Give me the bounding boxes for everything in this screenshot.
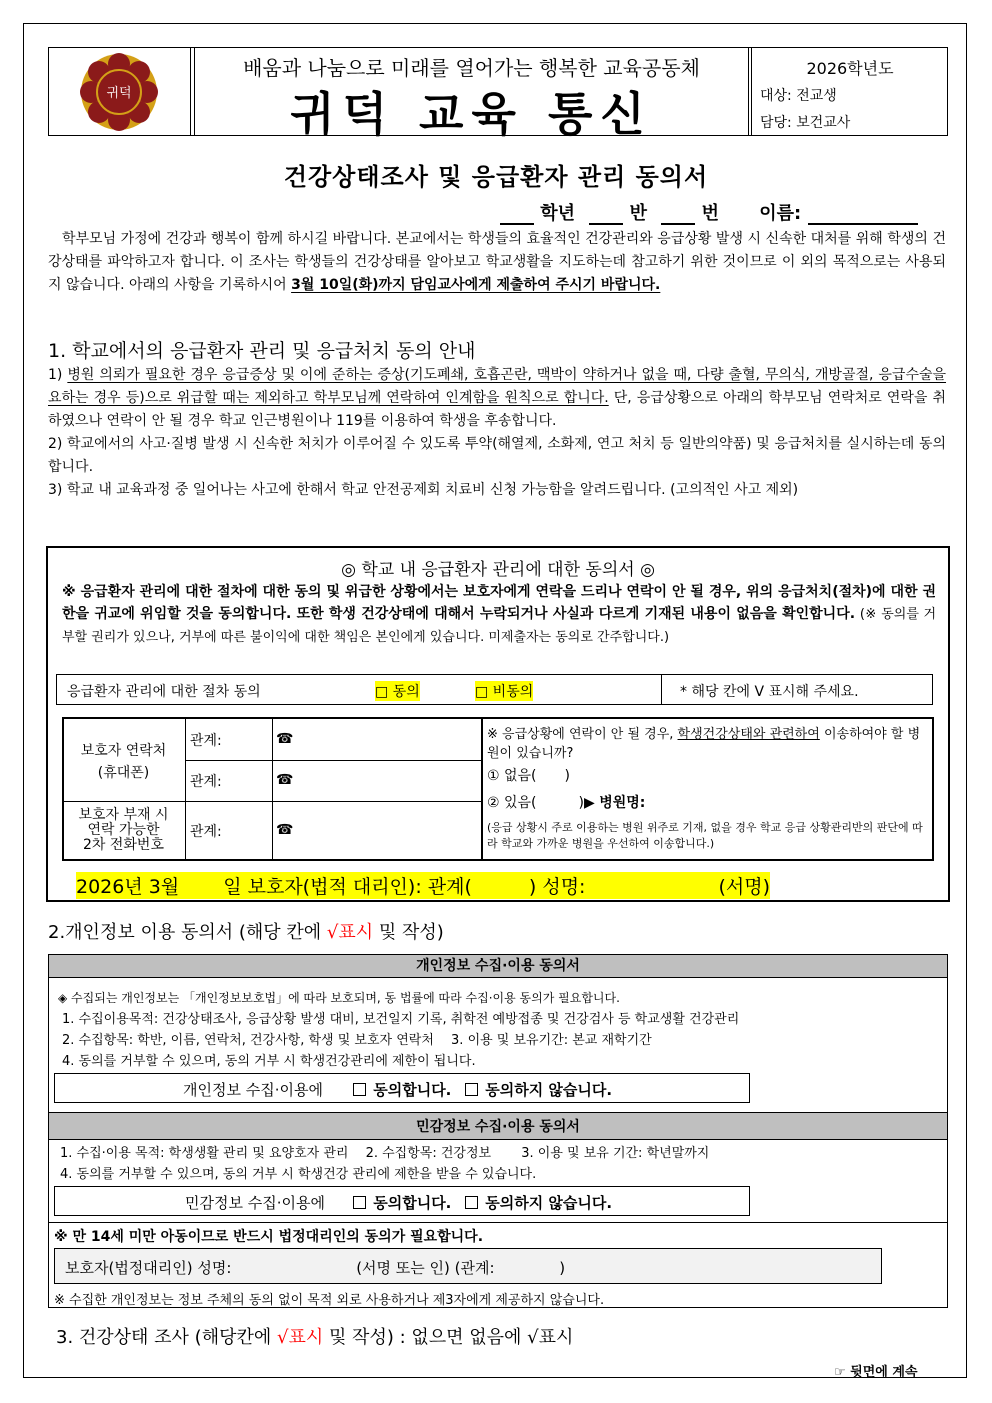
class-label: 반	[629, 203, 648, 224]
checkbox-icon[interactable]	[353, 1083, 366, 1096]
name-blank[interactable]	[808, 206, 918, 225]
emergency-consent-body	[62, 581, 936, 649]
refusal-note: 4. 동의를 거부할 수 있으며, 동의 거부 시 학생건강관리에 제한이 됩니다.	[62, 1054, 476, 1069]
name-label: 이름:	[759, 203, 802, 224]
sensitive-refusal-note: 4. 동의를 거부할 수 있으며, 동의 거부 시 학생건강 관리에 제한을 받을 수 있습니다.	[60, 1167, 537, 1182]
grid-line	[481, 717, 483, 861]
manager: 담당: 보건교사	[760, 115, 851, 131]
title-cell	[194, 48, 749, 141]
slogan: 배움과 나눔으로 미래를 열어가는 행복한 교육공동체	[243, 56, 700, 80]
item1-underlined: 병원 의뢰가 필요한 경우 응급증상 및 이에 준하는 증상(기도폐쇄, 호흡곤란, 맥박이 약하거나 없을 때, 다량 출혈, 무의식, 개방골절, 응급수술을 요하는 경우 등)으로 위급할 때는 제외하고 학부모님께 연락하여 인계함을 원칙으로 합니다.	[48, 367, 947, 406]
section1-title: 1. 학교에서의 응급환자 관리 및 응급처치 동의 안내	[48, 340, 476, 362]
personal-info-header: 개인정보 수집·이용 동의서	[48, 954, 948, 978]
document-title: 건강상태조사 및 응급환자 관리 동의서	[283, 163, 709, 191]
guardian-signature-text: 보호자(법정대리인) 성명: (서명 또는 인) (관계: )	[65, 1259, 566, 1277]
phone-icon: ☎	[276, 772, 294, 788]
sensitive-consent-row	[54, 1186, 750, 1216]
sensitive-consent-label: 민감정보 수집·이용에	[185, 1194, 325, 1212]
emergency-consent-title: ◎ 학교 내 응급환자 관리에 대한 동의서 ◎	[341, 560, 655, 580]
newsletter-header	[48, 47, 948, 141]
disagree-checkbox[interactable]: □ 비동의	[475, 681, 533, 701]
procedure-note: * 해당 칸에 V 표시해 주세요.	[680, 684, 859, 700]
grid-line	[272, 717, 273, 861]
number-blank[interactable]	[661, 206, 695, 225]
section2-title: 2.개인정보 이용 동의서 (해당 칸에 √표시 및 작성)	[48, 922, 444, 943]
guardian-signature-line[interactable]: 2026년 3월 일 보호자(법적 대리인): 관계( ) 성명: (서명)	[76, 872, 770, 899]
section1-item1: 1) 병원 의뢰가 필요한 경우 응급증상 및 이에 준하는 증상(기도폐쇄, 호흡곤란, 맥박이 약하거나 없을 때, 다량 출혈, 무의식, 개방골절, 응급수술을 요하는 경우 등)으로 위급할 때는 제외하고 학부모님께 연락하여 인계함을 원칙으로 합니다. 단, 응급상황으로 아래의 학부모님 연락처로 연락을 취하였으나 연락이 안 될 경우 학교 인근병원이나 119를 이용하여 학생을 후송합니다.	[48, 367, 947, 429]
intro-text: 학부모님 가정에 건강과 행복이 함께 하시길 바랍니다. 본교에서는 학생들의 효율적인 건강관리와 응급상황 발생 시 신속한 대처를 위해 학생의 건강상태를 파악하고자 합니다. 이 조사는 학생들의 건강상태를 알아보고 학교생활을 지도하는데 참고하기 위한 것이므로 이 외의 목적으로는 사용되지 않습니다. 아래의 사항을 기록하시어	[48, 231, 946, 293]
section1-items	[48, 364, 946, 502]
option-none[interactable]: ① 없음( )	[487, 768, 570, 784]
personal-agree-option[interactable]: 동의합니다.	[351, 1079, 451, 1100]
checkbox-icon[interactable]	[353, 1196, 366, 1209]
procedure-note-cell	[661, 674, 933, 705]
student-info-line	[500, 199, 918, 225]
option-yes[interactable]: ② 있음( )▶ 병원명:	[487, 795, 646, 811]
guardian-signature-row[interactable]	[54, 1248, 882, 1284]
consent-body-note: (※ 동의를 거부할 권리가 있으나, 거부에 따른 불이익에 대한 책임은 본인에게 있습니다. 미제출자는 동의로 간주합니다.)	[62, 607, 936, 645]
collection-items: 2. 수집항목: 학반, 이름, 연락처, 건강사항, 학생 및 보호자 연락처 3. 이용 및 보유기간: 본교 재학기간	[62, 1033, 652, 1048]
privacy-footer-note: ※ 수집한 개인정보는 정보 주체의 동의 없이 목적 외로 사용하거나 제3자에게 제공하지 않습니다.	[54, 1293, 605, 1308]
grade-blank[interactable]	[500, 206, 534, 225]
minor-consent-note: ※ 만 14세 미만 아동이므로 반드시 법정대리인의 동의가 필요합니다.	[54, 1229, 484, 1245]
divider	[48, 1222, 948, 1223]
submission-deadline: 3월 10일(화)까지 담임교사에게 제출하여 주시기 바랍니다.	[291, 277, 661, 293]
procedure-consent-label: 응급환자 관리에 대한 절차 동의	[67, 684, 261, 700]
class-blank[interactable]	[589, 206, 623, 225]
personal-consent-label: 개인정보 수집·이용에	[183, 1081, 323, 1099]
section1-item3: 3) 학교 내 교육과정 중 일어나는 사고에 한해서 학교 안전공제회 치료비 신청 가능함을 알려드립니다. (고의적인 사고 제외)	[48, 482, 799, 498]
section3-title: 3. 건강상태 조사 (해당칸에 √표시 및 작성) : 없으면 없음에 √표시	[56, 1327, 574, 1348]
newsletter-title: 귀덕 교육 통신	[290, 87, 653, 141]
agree-checkbox[interactable]: □ 동의	[375, 681, 420, 701]
phone-icon: ☎	[276, 822, 294, 838]
phone-icon: ☎	[276, 731, 294, 747]
consent-body-bold: ※ 응급환자 관리에 대한 절차에 대한 동의 및 위급한 상황에서는 보호자에게 연락을 드리나 연락이 안 될 경우, 위의 응급처치(절차)에 대한 권한을 귀교에 위임할 것을 동의합니다. 또한 학생 건강상태에 대해서 누락되거나 사실과 다르게 기재된 내용이 없음을 확인합니다.	[62, 584, 936, 622]
guardian-contact-label: 보호자 연락처 (휴대폰)	[80, 743, 167, 781]
hospital-note: (응급 상황시 주로 이용하는 병원 위주로 기재, 없을 경우 학교 응급 상황관리반의 판단에 따라 학교와 가까운 병원을 우선하여 이송합니다.)	[487, 821, 923, 850]
logo-text: 귀덕	[106, 86, 132, 101]
procedure-consent-row	[56, 674, 662, 705]
continue-on-back: ☞ 뒷면에 계속	[834, 1365, 918, 1380]
section1-item2: 2) 학교에서의 사고·질병 발생 시 신속한 처치가 이루어질 수 있도록 투약(해열제, 소화제, 연고 처치 등 일반의약품) 및 응급처치를 실시하는데 동의합니다.	[48, 436, 946, 475]
relation-field-2[interactable]: 관계:	[190, 774, 222, 790]
secondary-contact-label: 보호자 부재 시 연락 가능한 2차 전화번호	[78, 807, 169, 853]
grid-line	[62, 801, 481, 802]
sensitive-agree-option[interactable]: 동의합니다.	[351, 1192, 451, 1213]
sensitive-purpose: 1. 수집·이용 목적: 학생생활 관리 및 요양호자 관리 2. 수집항목: 건강정보 3. 이용 및 보유 기간: 학년말까지	[60, 1146, 710, 1161]
check-mark-label: √표시	[326, 922, 374, 943]
number-label: 번	[701, 203, 719, 224]
target-audience: 대상: 전교생	[760, 88, 837, 104]
relation-field-3[interactable]: 관계:	[190, 824, 222, 840]
sensitive-info-header: 민감정보 수집·이용 동의서	[48, 1112, 948, 1140]
personal-disagree-option[interactable]: 동의하지 않습니다.	[463, 1079, 612, 1100]
school-logo	[49, 48, 190, 135]
logo-cell	[49, 48, 191, 135]
hospital-question: ※ 응급상황에 연락이 안 될 경우, 학생건강상태와 관련하여 이송하여야 할 병원이 있습니까?	[487, 727, 921, 761]
sensitive-disagree-option[interactable]: 동의하지 않습니다.	[463, 1192, 612, 1213]
grid-line	[185, 760, 481, 761]
checkbox-icon[interactable]	[465, 1083, 478, 1096]
school-year: 2026학년도	[806, 59, 894, 78]
personal-consent-row	[54, 1073, 750, 1103]
grid-line	[185, 717, 186, 861]
item1-rest: 단, 응급상황으로 아래의 학부모님 연락처로 연락을 취하였으나 연락이 안 될 경우 학교 인근병원이나 119를 이용하여 학생을 후송합니다.	[48, 390, 946, 429]
privacy-law-note: ◈ 수집되는 개인정보는 「개인정보보호법」에 따라 보호되며, 동 법률에 따라 수집·이용 동의가 필요합니다.	[58, 991, 620, 1005]
meta-cell	[751, 48, 948, 135]
checkbox-icon[interactable]	[465, 1196, 478, 1209]
relation-field-1[interactable]: 관계:	[190, 733, 222, 749]
intro-paragraph	[48, 228, 946, 297]
collection-purpose: 1. 수집이용목적: 건강상태조사, 응급상황 발생 대비, 보건일지 기록, 취학전 예방접종 및 건강검사 등 학교생활 건강관리	[62, 1012, 740, 1027]
grade-label: 학년	[540, 203, 576, 224]
